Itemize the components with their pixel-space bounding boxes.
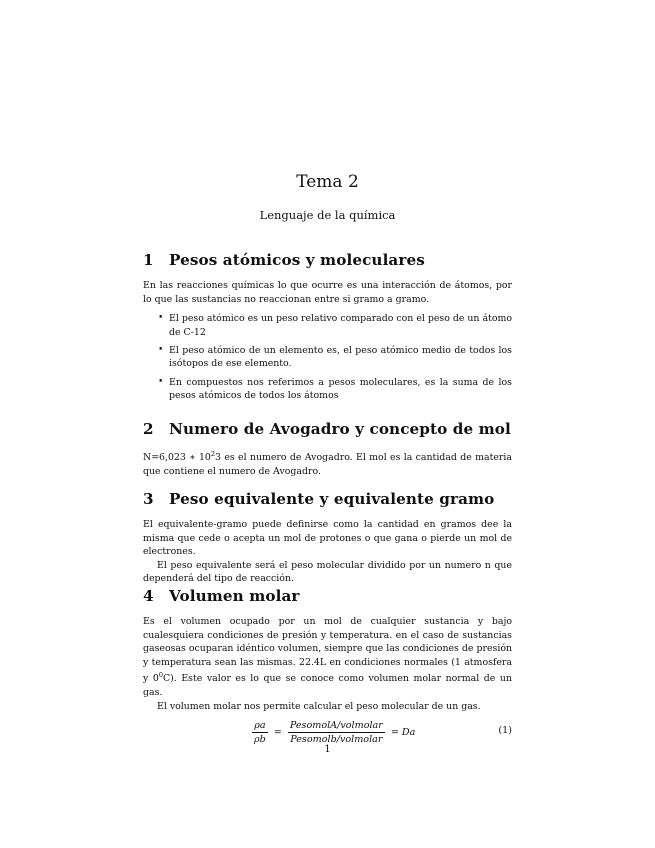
equation <box>143 717 512 747</box>
fraction-numerator: ρa <box>254 719 266 731</box>
bullet-icon: • <box>158 376 164 387</box>
section-heading <box>143 490 512 508</box>
section-title: Pesos atómicos y moleculares <box>169 251 425 269</box>
page-number: 1 <box>324 744 331 755</box>
section-1 <box>143 251 512 407</box>
paragraph: El equivalente-gramo puede definirse como la cantidad en gramos dee la misma que cede o acepta un mol de protones o que gana o pierde un mol de electrones. <box>143 519 512 558</box>
equals-sign: = <box>273 726 282 738</box>
section-4 <box>143 587 512 747</box>
document-title: Tema 2 <box>296 172 359 192</box>
paragraph: El peso equivalente será el peso molecular dividido por un numero n que dependerá del tipo de reacción. <box>143 559 512 585</box>
section-title: Volumen molar <box>169 587 300 605</box>
section-title: Peso equivalente y equivalente gramo <box>169 490 495 508</box>
section-number: 3 <box>143 490 154 508</box>
density-ratio <box>252 720 268 745</box>
bullet-text: El peso atómico es un peso relativo comparado con el peso de un átomo de C-12 <box>169 313 512 338</box>
bullet-text: En compuestos nos referimos a pesos moleculares, es la suma de los pesos atómicos de todos los átomos <box>169 376 512 402</box>
equation-result: Da <box>401 726 416 738</box>
paragraph: En las reacciones químicas lo que ocurre es una interacción de átomos, por lo que las sustancias no reaccionan entre si gramo a gramo. <box>143 280 512 305</box>
bullet-icon: • <box>158 313 164 324</box>
text-run: Es el volumen ocupado por un mol de cualquier sustancia y bajo cualesquiera condiciones de presión y temperatura. en el caso de sustancias gaseosas ocuparan idéntico volumen, siempre que las condiciones de presión y temperatura sean las mismas. 22.4L en condiciones normales (1 atmosfera y 0 <box>143 616 512 685</box>
text-run: 3 es el numero de Avogadro. El mol es la cantidad de materia que contiene el numero de Avogadro. <box>143 452 512 477</box>
section-heading <box>143 587 512 605</box>
fraction-denominator: ρb <box>254 733 266 745</box>
equation-label: (1) <box>498 725 512 737</box>
text-run: C). Este valor es lo que se conoce como volumen molar normal de un gas. <box>143 673 512 699</box>
document-subtitle: Lenguaje de la química <box>259 208 396 222</box>
equals-sign: = <box>390 726 399 738</box>
section-number: 2 <box>143 420 154 438</box>
paragraph <box>143 615 512 700</box>
section-number: 4 <box>143 587 154 605</box>
bullet-icon: • <box>158 344 164 355</box>
section-heading <box>143 251 512 269</box>
bullet-item <box>158 376 512 403</box>
superscript: 2 <box>210 450 216 458</box>
section-number: 1 <box>143 251 154 269</box>
section-title: Numero de Avogadro y concepto de mol <box>169 420 511 438</box>
molar-ratio <box>288 720 385 745</box>
section-heading <box>143 420 512 438</box>
bullet-item <box>158 344 512 371</box>
bullet-text: El peso atómico de un elemento es, el peso atómico medio de todos los isótopos de ese elemento. <box>169 344 512 370</box>
paragraph <box>143 448 512 478</box>
section-2 <box>143 420 512 478</box>
bullet-item <box>158 312 512 339</box>
superscript: 0 <box>158 671 163 680</box>
section-3 <box>143 490 512 586</box>
equation-body <box>249 717 415 747</box>
paragraph: El volumen molar nos permite calcular el peso molecular de un gas. <box>157 700 481 712</box>
fraction-denominator: Pesomolb/volmolar <box>290 733 383 745</box>
bullet-list <box>143 312 512 403</box>
fraction-numerator: PesomolA/volmolar <box>289 719 383 731</box>
text-run: N=6,023 ∗ 10 <box>143 452 211 464</box>
